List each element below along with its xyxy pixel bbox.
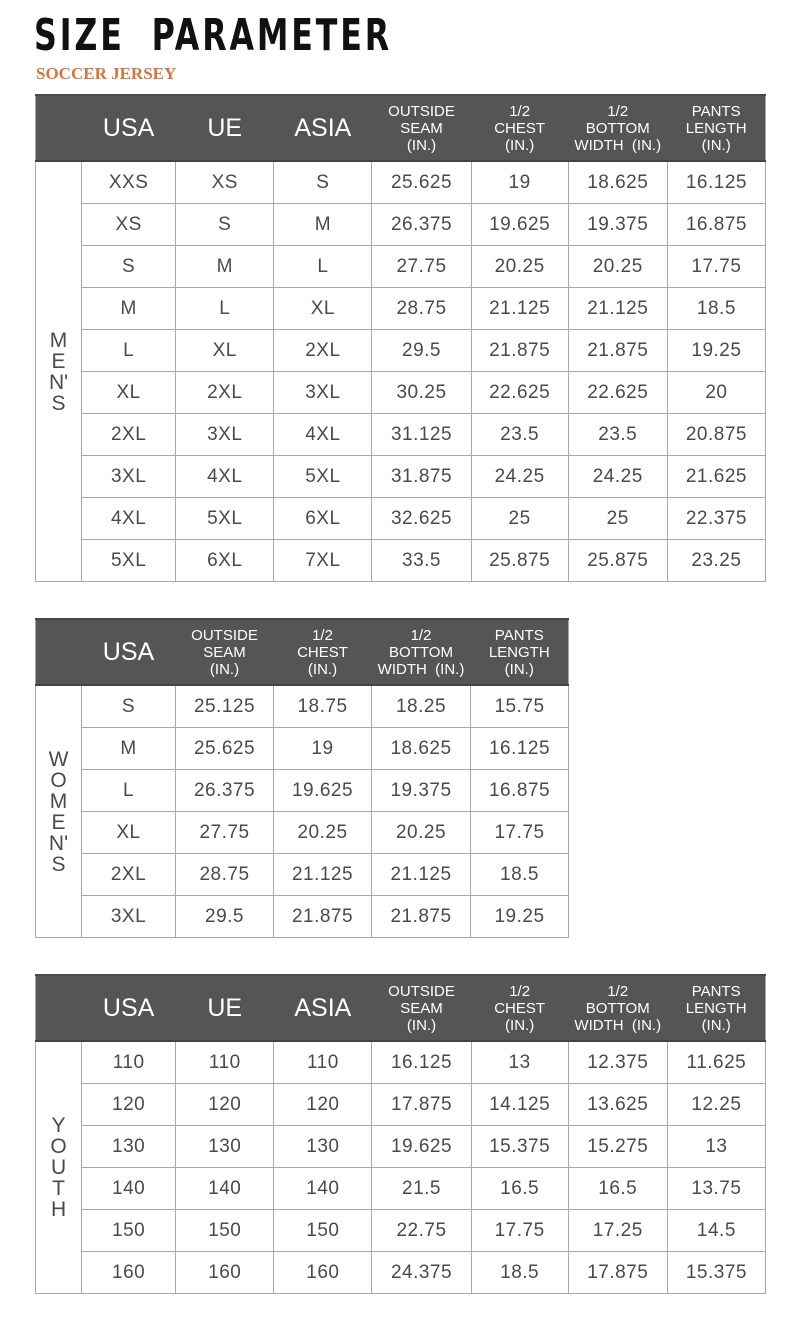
cell: 28.75 <box>372 288 471 330</box>
table-row <box>36 204 766 246</box>
cell: 110 <box>82 1041 176 1084</box>
cell: 27.75 <box>372 246 471 288</box>
header-half-chest: 1/2 CHEST (IN.) <box>471 95 568 161</box>
table-row <box>36 770 569 812</box>
cell: 13 <box>667 1126 765 1168</box>
table-row <box>36 456 766 498</box>
cell: 13 <box>471 1041 568 1084</box>
cell: XL <box>82 812 176 854</box>
cell: 4XL <box>274 414 372 456</box>
header-usa: USA <box>82 975 176 1041</box>
cell: 11.625 <box>667 1041 765 1084</box>
header-asia: ASIA <box>274 975 372 1041</box>
cell: 7XL <box>274 540 372 582</box>
cell: 22.375 <box>667 498 765 540</box>
group-label-womens: WOMEN'S <box>36 685 82 938</box>
group-label-mens: MEN'S <box>36 161 82 582</box>
cell: 21.875 <box>471 330 568 372</box>
cell: 160 <box>176 1252 274 1294</box>
cell: 23.5 <box>471 414 568 456</box>
cell: 14.5 <box>667 1210 765 1252</box>
cell: 16.125 <box>667 161 765 204</box>
cell: 19.25 <box>667 330 765 372</box>
cell: 19 <box>471 161 568 204</box>
cell: 21.125 <box>471 288 568 330</box>
cell: 19.375 <box>568 204 667 246</box>
cell: 140 <box>176 1168 274 1210</box>
cell: 30.25 <box>372 372 471 414</box>
cell: 21.625 <box>667 456 765 498</box>
cell: 160 <box>274 1252 372 1294</box>
cell: 4XL <box>176 456 274 498</box>
table-header-row <box>36 95 766 161</box>
cell: 15.375 <box>471 1126 568 1168</box>
cell: S <box>176 204 274 246</box>
cell: 21.125 <box>274 854 372 896</box>
cell: 22.625 <box>471 372 568 414</box>
table-row <box>36 414 766 456</box>
cell: 29.5 <box>372 330 471 372</box>
cell: 18.5 <box>471 1252 568 1294</box>
table-row <box>36 1168 766 1210</box>
table-row <box>36 1210 766 1252</box>
cell: 19.625 <box>372 1126 471 1168</box>
table-row <box>36 161 766 204</box>
cell: 5XL <box>82 540 176 582</box>
cell: 23.5 <box>568 414 667 456</box>
header-group-blank <box>36 95 82 161</box>
cell: 19 <box>274 728 372 770</box>
cell: 5XL <box>176 498 274 540</box>
header-pants-length: PANTS LENGTH (IN.) <box>667 975 765 1041</box>
cell: 21.875 <box>568 330 667 372</box>
cell: 6XL <box>176 540 274 582</box>
header-ue: UE <box>176 95 274 161</box>
header-group-blank <box>36 975 82 1041</box>
cell: 120 <box>82 1084 176 1126</box>
mens-size-table <box>35 94 766 582</box>
cell: 4XL <box>82 498 176 540</box>
cell: 130 <box>176 1126 274 1168</box>
cell: 16.875 <box>667 204 765 246</box>
cell: 18.25 <box>372 685 471 728</box>
page-title: SIZE PARAMETER <box>34 10 393 61</box>
cell: 160 <box>82 1252 176 1294</box>
cell: L <box>82 770 176 812</box>
cell: L <box>176 288 274 330</box>
cell: 18.5 <box>471 854 569 896</box>
cell: 16.5 <box>471 1168 568 1210</box>
cell: 24.375 <box>372 1252 471 1294</box>
cell: 31.875 <box>372 456 471 498</box>
cell: 130 <box>274 1126 372 1168</box>
cell: 12.375 <box>568 1041 667 1084</box>
youth-size-table <box>35 974 766 1294</box>
cell: 3XL <box>176 414 274 456</box>
cell: 21.125 <box>372 854 471 896</box>
table-row <box>36 812 569 854</box>
header-half-chest: 1/2 CHEST (IN.) <box>274 619 372 685</box>
header-usa: USA <box>82 95 176 161</box>
cell: XL <box>274 288 372 330</box>
cell: 28.75 <box>176 854 274 896</box>
cell: 27.75 <box>176 812 274 854</box>
cell: 20.25 <box>568 246 667 288</box>
cell: 20.25 <box>274 812 372 854</box>
header-outside-seam: OUTSIDE SEAM (IN.) <box>372 95 471 161</box>
cell: 19.625 <box>471 204 568 246</box>
cell: 14.125 <box>471 1084 568 1126</box>
cell: 21.875 <box>274 896 372 938</box>
table-row <box>36 498 766 540</box>
table-row <box>36 728 569 770</box>
cell: 140 <box>274 1168 372 1210</box>
cell: 21.125 <box>568 288 667 330</box>
cell: 16.875 <box>471 770 569 812</box>
cell: 3XL <box>82 896 176 938</box>
cell: 12.25 <box>667 1084 765 1126</box>
cell: XXS <box>82 161 176 204</box>
womens-size-table <box>35 618 569 938</box>
cell: 5XL <box>274 456 372 498</box>
table-row <box>36 1252 766 1294</box>
cell: XL <box>176 330 274 372</box>
cell: 25.625 <box>176 728 274 770</box>
header-usa: USA <box>82 619 176 685</box>
cell: 18.75 <box>274 685 372 728</box>
cell: 120 <box>176 1084 274 1126</box>
cell: 3XL <box>82 456 176 498</box>
cell: M <box>274 204 372 246</box>
cell: 15.375 <box>667 1252 765 1294</box>
cell: M <box>82 728 176 770</box>
cell: 110 <box>176 1041 274 1084</box>
cell: 16.125 <box>372 1041 471 1084</box>
cell: 15.75 <box>471 685 569 728</box>
cell: 32.625 <box>372 498 471 540</box>
cell: XS <box>82 204 176 246</box>
cell: 29.5 <box>176 896 274 938</box>
cell: 25.875 <box>471 540 568 582</box>
table-row <box>36 246 766 288</box>
cell: 130 <box>82 1126 176 1168</box>
cell: 140 <box>82 1168 176 1210</box>
table-row <box>36 1041 766 1084</box>
cell: 17.75 <box>667 246 765 288</box>
header-ue: UE <box>176 975 274 1041</box>
cell: 18.5 <box>667 288 765 330</box>
table-row <box>36 330 766 372</box>
table-row <box>36 1084 766 1126</box>
cell: 23.25 <box>667 540 765 582</box>
cell: 25 <box>471 498 568 540</box>
cell: 19.375 <box>372 770 471 812</box>
table-row <box>36 288 766 330</box>
cell: 150 <box>274 1210 372 1252</box>
cell: 25 <box>568 498 667 540</box>
cell: 21.5 <box>372 1168 471 1210</box>
cell: S <box>82 246 176 288</box>
group-label-youth: YOUTH <box>36 1041 82 1294</box>
cell: 16.5 <box>568 1168 667 1210</box>
cell: 150 <box>82 1210 176 1252</box>
table-row <box>36 685 569 728</box>
cell: M <box>176 246 274 288</box>
cell: 20 <box>667 372 765 414</box>
cell: 22.75 <box>372 1210 471 1252</box>
cell: 17.875 <box>372 1084 471 1126</box>
cell: 24.25 <box>568 456 667 498</box>
table-header-row <box>36 975 766 1041</box>
cell: 120 <box>274 1084 372 1126</box>
cell: 2XL <box>82 854 176 896</box>
cell: XL <box>82 372 176 414</box>
table-row <box>36 372 766 414</box>
cell: 21.875 <box>372 896 471 938</box>
header-pants-length: PANTS LENGTH (IN.) <box>667 95 765 161</box>
header-half-bottom-width: 1/2 BOTTOM WIDTH (IN.) <box>372 619 471 685</box>
cell: 110 <box>274 1041 372 1084</box>
cell: 150 <box>176 1210 274 1252</box>
cell: 18.625 <box>568 161 667 204</box>
cell: 19.25 <box>471 896 569 938</box>
cell: 6XL <box>274 498 372 540</box>
cell: 2XL <box>176 372 274 414</box>
table-header-row <box>36 619 569 685</box>
cell: 17.75 <box>471 1210 568 1252</box>
table-row <box>36 540 766 582</box>
header-group-blank <box>36 619 82 685</box>
header-half-bottom-width: 1/2 BOTTOM WIDTH (IN.) <box>568 95 667 161</box>
cell: 20.25 <box>372 812 471 854</box>
cell: 13.625 <box>568 1084 667 1126</box>
header-pants-length: PANTS LENGTH (IN.) <box>471 619 569 685</box>
cell: 24.25 <box>471 456 568 498</box>
cell: XS <box>176 161 274 204</box>
header-half-chest: 1/2 CHEST (IN.) <box>471 975 568 1041</box>
header-half-bottom-width: 1/2 BOTTOM WIDTH (IN.) <box>568 975 667 1041</box>
cell: 26.375 <box>372 204 471 246</box>
page-subtitle: SOCCER JERSEY <box>36 64 177 83</box>
header-asia: ASIA <box>274 95 372 161</box>
cell: L <box>82 330 176 372</box>
cell: 2XL <box>82 414 176 456</box>
cell: 33.5 <box>372 540 471 582</box>
cell: 3XL <box>274 372 372 414</box>
cell: 26.375 <box>176 770 274 812</box>
cell: 31.125 <box>372 414 471 456</box>
cell: 17.75 <box>471 812 569 854</box>
cell: L <box>274 246 372 288</box>
cell: 22.625 <box>568 372 667 414</box>
cell: S <box>274 161 372 204</box>
cell: 13.75 <box>667 1168 765 1210</box>
table-row <box>36 854 569 896</box>
cell: 2XL <box>274 330 372 372</box>
cell: S <box>82 685 176 728</box>
cell: 17.875 <box>568 1252 667 1294</box>
cell: 17.25 <box>568 1210 667 1252</box>
header-outside-seam: OUTSIDE SEAM (IN.) <box>372 975 471 1041</box>
cell: 16.125 <box>471 728 569 770</box>
table-row <box>36 896 569 938</box>
cell: M <box>82 288 176 330</box>
cell: 20.875 <box>667 414 765 456</box>
cell: 20.25 <box>471 246 568 288</box>
cell: 18.625 <box>372 728 471 770</box>
table-row <box>36 1126 766 1168</box>
cell: 25.875 <box>568 540 667 582</box>
cell: 25.125 <box>176 685 274 728</box>
cell: 15.275 <box>568 1126 667 1168</box>
cell: 19.625 <box>274 770 372 812</box>
cell: 25.625 <box>372 161 471 204</box>
header-outside-seam: OUTSIDE SEAM (IN.) <box>176 619 274 685</box>
